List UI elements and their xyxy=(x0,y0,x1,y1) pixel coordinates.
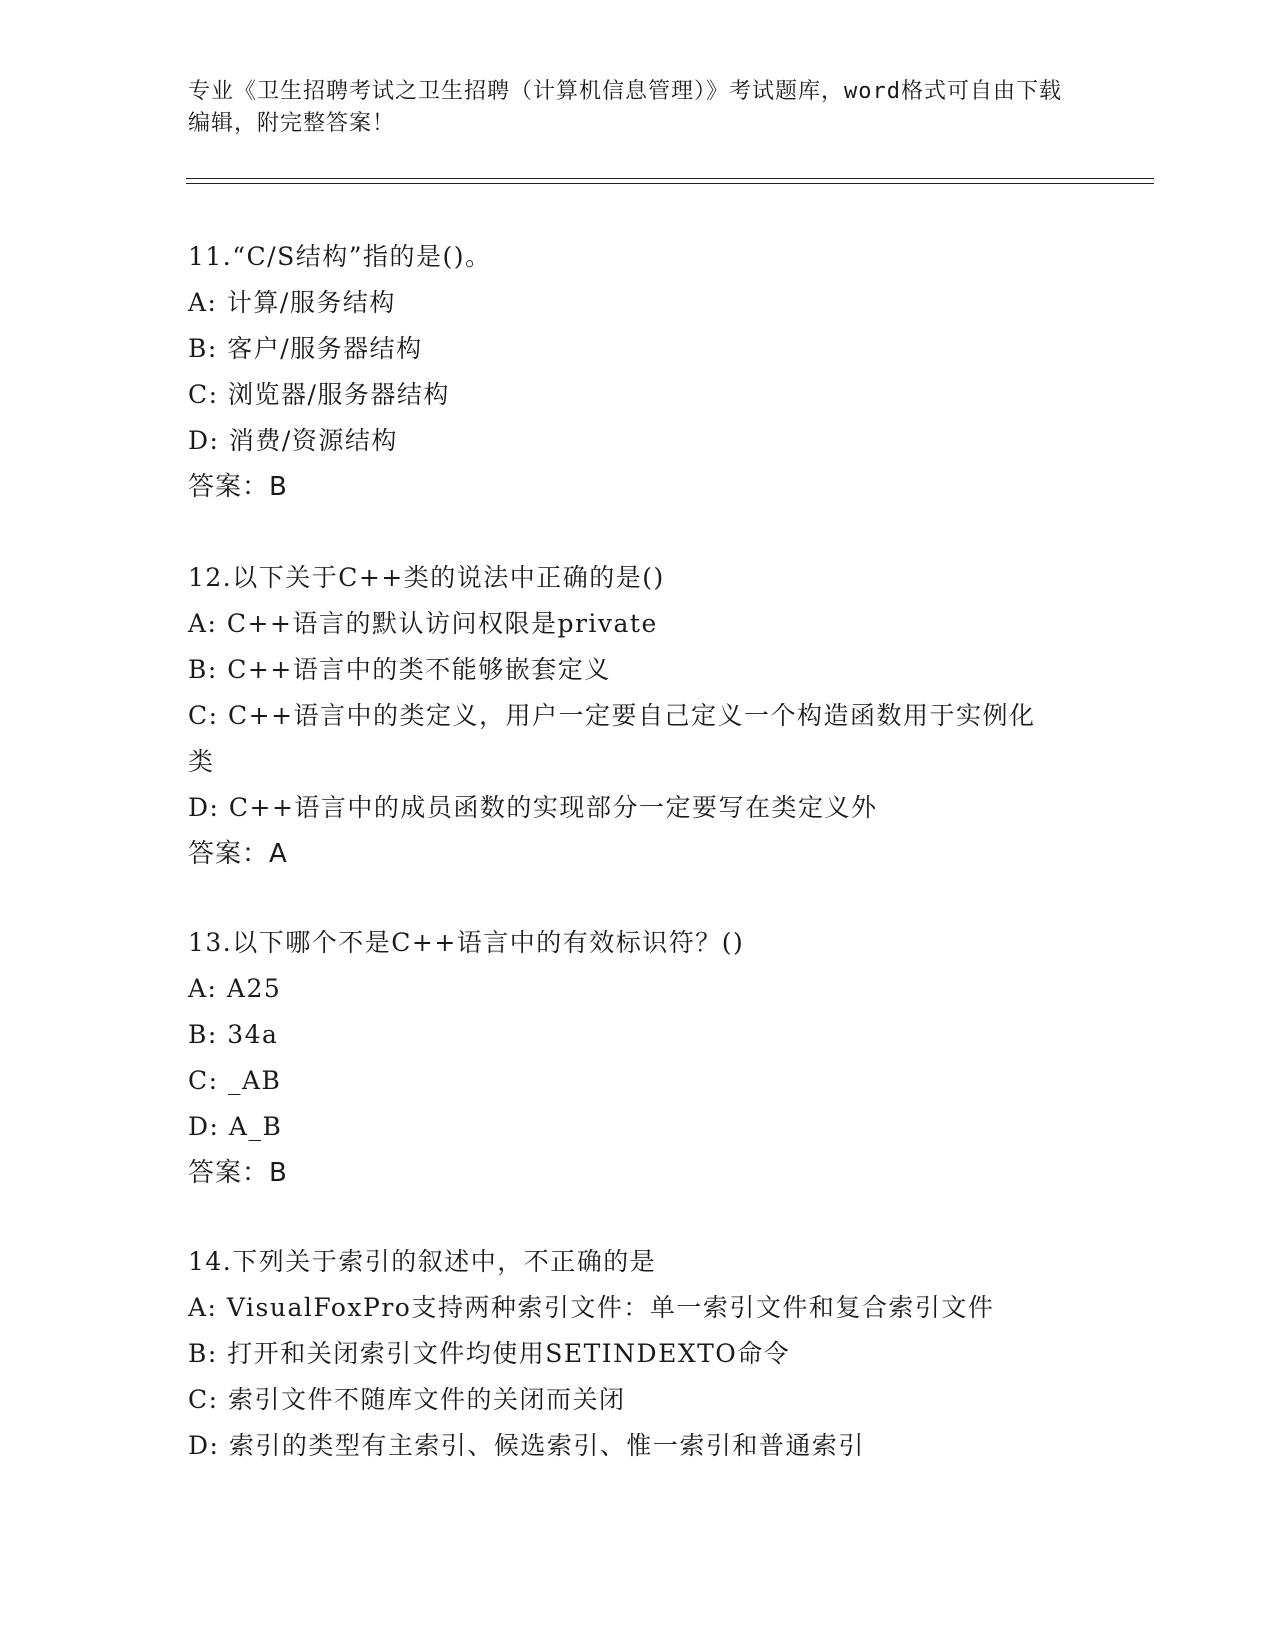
option-a: A: C++语言的默认访问权限是private xyxy=(188,609,658,638)
question-stem: 14.下列关于索引的叙述中，不正确的是 xyxy=(188,1247,657,1276)
question-stem: 12.以下关于C++类的说法中正确的是() xyxy=(188,563,665,592)
option-b: B: 客户/服务器结构 xyxy=(188,334,423,363)
document-intro: 专业《卫生招聘考试之卫生招聘（计算机信息管理）》考试题库，word格式可自由下载编辑，附完整答案！ xyxy=(188,79,1062,136)
option-b: B: C++语言中的类不能够嵌套定义 xyxy=(188,655,611,684)
question-11 xyxy=(188,234,1088,510)
option-a: A: VisualFoxPro支持两种索引文件：单一索引文件和复合索引文件 xyxy=(188,1293,995,1322)
option-a: A: 计算/服务结构 xyxy=(188,288,396,317)
option-d: D: A_B xyxy=(188,1112,283,1141)
option-d: D: C++语言中的成员函数的实现部分一定要写在类定义外 xyxy=(188,793,878,822)
option-b: B: 打开和关闭索引文件均使用SETINDEXTO命令 xyxy=(188,1339,791,1368)
question-12 xyxy=(188,555,1088,877)
header-divider-bottom xyxy=(186,183,1154,184)
option-d: D: 索引的类型有主索引、候选索引、惟一索引和普通索引 xyxy=(188,1431,865,1460)
answer-label: 答案：A xyxy=(188,839,288,869)
question-14 xyxy=(188,1239,1088,1469)
option-c: C: _AB xyxy=(188,1066,282,1095)
option-c: C: C++语言中的类定义，用户一定要自己定义一个构造函数用于实例化类 xyxy=(188,701,1036,776)
option-c: C: 浏览器/服务器结构 xyxy=(188,380,450,409)
option-d: D: 消费/资源结构 xyxy=(188,426,398,455)
question-stem: 13.以下哪个不是C++语言中的有效标识符？() xyxy=(188,928,745,957)
question-stem: 11.“C/S结构”指的是()。 xyxy=(188,242,492,271)
option-a: A: A25 xyxy=(188,974,282,1003)
answer-label: 答案：B xyxy=(188,1158,288,1188)
option-c: C: 索引文件不随库文件的关闭而关闭 xyxy=(188,1385,626,1414)
header-divider-top xyxy=(186,178,1154,179)
option-b: B: 34a xyxy=(188,1020,279,1049)
answer-label: 答案：B xyxy=(188,472,288,502)
question-13 xyxy=(188,920,1088,1196)
